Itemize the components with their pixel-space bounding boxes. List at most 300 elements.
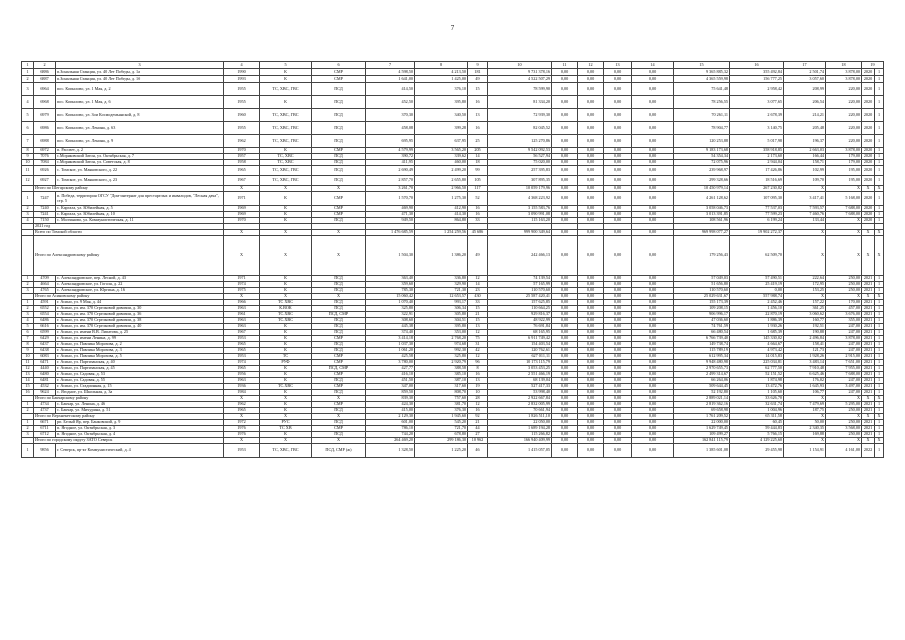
table-cell: 0,00	[552, 186, 578, 192]
table-cell: 3 414,18	[366, 336, 415, 342]
table-cell: 2020	[862, 83, 875, 96]
table-cell: 12	[22, 176, 34, 186]
table-cell: пос. Копылово, ул. 1 Мая, д. 2	[56, 83, 224, 96]
table-cell: 2021	[862, 348, 875, 354]
table-cell: 0,00	[578, 69, 604, 76]
table-cell: 317,60	[415, 384, 468, 390]
table-cell: 1	[875, 444, 884, 458]
table-cell: 0,00	[552, 342, 578, 348]
table-cell: 10 962	[468, 438, 488, 444]
table-cell: 336,80	[415, 276, 468, 282]
table-cell: 0,00	[604, 176, 632, 186]
table-cell: 1955	[224, 83, 260, 96]
table-cell: X	[784, 396, 826, 402]
table-cell: 15	[22, 384, 34, 390]
table-cell: ТС, ХВС	[260, 160, 312, 166]
column-number: 4	[224, 62, 260, 69]
table-cell: 0,00	[632, 288, 674, 294]
table-cell: 6671	[34, 420, 56, 426]
table-cell: 49	[468, 76, 488, 83]
table-cell: 2021	[862, 324, 875, 330]
table-cell: 1	[875, 122, 884, 135]
table-cell: 225 034,81	[730, 360, 784, 366]
table-cell: 721,30	[415, 288, 468, 294]
table-cell: 25	[468, 135, 488, 148]
table-cell: 0,00	[552, 402, 578, 408]
table-cell: 304,51	[415, 318, 468, 324]
table-cell: 0,00	[578, 354, 604, 360]
table-cell: 0,00	[552, 230, 578, 236]
table-cell: 1	[22, 69, 34, 76]
table-cell: 0,00	[552, 148, 578, 154]
table-cell: 0,00	[552, 294, 578, 300]
table-cell: 52 151,52	[730, 372, 784, 378]
table-cell: 2020	[862, 96, 875, 109]
table-cell: 1965	[224, 166, 260, 176]
table-cell: 2021	[862, 384, 875, 390]
table-cell: 1 945,60	[415, 414, 468, 420]
table-cell: п. Ягодное, ул. Октябрьская, д. 3	[56, 426, 224, 432]
table-cell: 250,00	[826, 282, 862, 288]
table-cell: 427,77	[366, 366, 415, 372]
table-cell: 157 625,85	[488, 300, 552, 306]
table-cell: ПСД	[312, 420, 366, 426]
table-cell: 220,00	[826, 96, 862, 109]
table-cell: 0,00	[632, 324, 674, 330]
table-cell: г. Асино, ул. Павлика Морозова, д. 3	[56, 348, 224, 354]
table-cell: ПСД	[312, 83, 366, 96]
table-cell: ТС	[260, 354, 312, 360]
table-cell: 306,34	[415, 306, 468, 312]
table-cell: 786,10	[366, 426, 415, 432]
table-cell: 6927	[34, 176, 56, 186]
table-cell: 9 365 885,32	[674, 69, 730, 76]
table-cell: 1 386,20	[415, 236, 468, 276]
table-cell: 0,00	[552, 378, 578, 384]
table-cell: 2021	[862, 426, 875, 432]
table-cell: г. Асино, ул. имени В.В. Липатова, д. 25	[56, 330, 224, 336]
table-cell: 0,00	[578, 414, 604, 420]
table-cell: 1 385 601,08	[674, 444, 730, 458]
table-cell: 75	[468, 336, 488, 342]
table-cell: X	[312, 236, 366, 276]
table-cell: ПСД	[312, 96, 366, 109]
table-cell: 2 944,04	[730, 160, 784, 166]
table-cell: 54 354,34	[674, 154, 730, 160]
table-cell: 0,00	[604, 192, 632, 206]
table-cell: 115 789,19	[674, 348, 730, 354]
table-cell: 0,00	[552, 122, 578, 135]
table-cell: 929 816,37	[488, 312, 552, 318]
table-cell: 0,00	[578, 83, 604, 96]
table-cell: 115 163,20	[488, 218, 552, 224]
table-cell: X	[862, 414, 875, 420]
table-cell: 2021	[862, 288, 875, 294]
table-cell: 0,00	[632, 360, 674, 366]
table-cell: 1970	[224, 148, 260, 154]
table-cell: 222,64	[784, 276, 826, 282]
table-cell: г. Асино, ул. им. 370 Стрелковой дивизии, д. 30	[56, 306, 224, 312]
table-cell: ТС.ХВС	[260, 312, 312, 318]
table-cell: 359,60	[366, 282, 415, 288]
table-cell: ПСД	[312, 408, 366, 414]
table-cell: 16	[468, 96, 488, 109]
table-cell: 74 139,54	[488, 276, 552, 282]
table-cell: 1993	[224, 76, 260, 83]
table-cell: 0,00	[578, 236, 604, 276]
table-cell: X	[875, 294, 884, 300]
table-cell: 6972	[34, 148, 56, 154]
register-table	[21, 61, 884, 458]
table-cell: 6 911 749,42	[488, 336, 552, 342]
table-cell: 1	[875, 330, 884, 336]
table-cell: 299 186,30	[415, 438, 468, 444]
table-cell: 2 970 655,73	[674, 366, 730, 372]
table-cell: 5 017,98	[730, 135, 784, 148]
table-cell: 9	[22, 348, 34, 354]
table-cell: СМР	[312, 212, 366, 218]
table-cell: 0,00	[578, 312, 604, 318]
table-cell: 0,00	[578, 330, 604, 336]
table-cell: 415,00	[366, 408, 415, 414]
table-cell: 0,00	[604, 384, 632, 390]
table-cell: 172,95	[784, 282, 826, 288]
table-cell: 154 403,54	[488, 342, 552, 348]
table-cell: 1	[875, 154, 884, 160]
column-number: 3	[56, 62, 224, 69]
table-cell: 1	[875, 420, 884, 426]
table-cell: 6	[22, 122, 34, 135]
table-cell: 0,00	[552, 83, 578, 96]
table-cell: 4765	[34, 288, 56, 294]
table-cell: 0,00	[632, 342, 674, 348]
table-cell: ПСД	[312, 300, 366, 306]
table-cell: г. Асино, ул. Павлика Морозова, д. 2	[56, 342, 224, 348]
table-cell: 10	[22, 354, 34, 360]
table-cell: г. Асино, ул. Партизанская, д. 45	[56, 366, 224, 372]
table-cell: 0,00	[552, 366, 578, 372]
table-cell: РУФ	[260, 360, 312, 366]
table-cell: 68 139,04	[488, 378, 552, 384]
table-cell: 411,95	[366, 160, 415, 166]
table-cell: 92	[468, 414, 488, 420]
table-cell: 47 036,60	[674, 318, 730, 324]
table-cell: X	[224, 414, 260, 420]
table-cell: 4 522 507,29	[488, 76, 552, 83]
table-cell: 299 328,66	[674, 176, 730, 186]
table-cell: 0,00	[604, 390, 632, 396]
table-cell: 0,00	[604, 160, 632, 166]
table-cell: 0,00	[578, 438, 604, 444]
table-cell: с. Молчаново, ул. Коммунистическая, д. 11	[56, 218, 224, 224]
table-cell: 1967	[224, 176, 260, 186]
table-cell: 7 688,00	[826, 372, 862, 378]
table-cell: X	[875, 396, 884, 402]
table-cell: X	[312, 414, 366, 420]
table-cell: 10 173 115,79	[488, 360, 552, 366]
table-cell: 509 644,45	[674, 384, 730, 390]
table-cell: 2020	[862, 192, 875, 206]
table-cell: 376,10	[415, 83, 468, 96]
table-cell: 156 777,25	[730, 76, 784, 83]
table-cell: 108 561,96	[674, 218, 730, 224]
table-cell: 1	[875, 360, 884, 366]
table-cell: 1 154,91	[784, 444, 826, 458]
table-cell: 48 922,99	[488, 318, 552, 324]
table-cell: г. Северск, пр-кт Коммунистический, д. 4	[56, 444, 224, 458]
table-cell: 25 419,19	[730, 282, 784, 288]
table-cell: 0,00	[578, 192, 604, 206]
table-cell: 109 208,15	[674, 306, 730, 312]
table-cell: 21	[468, 420, 488, 426]
table-cell: 385,10	[415, 372, 468, 378]
table-cell: 3 568,00	[826, 426, 862, 432]
table-cell: 153,25	[784, 288, 826, 294]
table-cell: 2021	[862, 276, 875, 282]
table-cell: 195,00	[826, 176, 862, 186]
table-cell: X	[862, 294, 875, 300]
table-cell: 445,38	[366, 324, 415, 330]
table-cell: 0,00	[552, 444, 578, 458]
table-cell: 381,70	[415, 402, 468, 408]
table-cell: 14	[468, 154, 488, 160]
table-cell: 12	[468, 276, 488, 282]
table-cell: 325,80	[366, 306, 415, 312]
table-cell: 4 664,67	[730, 342, 784, 348]
table-cell: 757,60	[415, 396, 468, 402]
table-cell: 6988	[34, 135, 56, 148]
table-cell: 2020	[862, 109, 875, 122]
table-cell: 9 948 480,98	[674, 360, 730, 366]
table-cell: 1	[875, 96, 884, 109]
table-cell: 115 266,82	[488, 432, 552, 438]
table-cell: 239 968,97	[674, 166, 730, 176]
table-cell: ПСД	[312, 378, 366, 384]
table-cell: 6481	[34, 378, 56, 384]
table-cell: 5 168,00	[826, 192, 862, 206]
table-cell: 0,00	[578, 76, 604, 83]
table-cell: 0,00	[632, 83, 674, 96]
table-cell: 257 395,83	[488, 166, 552, 176]
table-cell: 12	[468, 402, 488, 408]
table-cell: 2021	[862, 366, 875, 372]
table-cell: 3 878,00	[826, 336, 862, 342]
table-cell: 0,00	[632, 414, 674, 420]
table-cell: 3 417,41	[784, 192, 826, 206]
column-number: 6	[312, 62, 366, 69]
table-cell: 974,68	[415, 342, 468, 348]
table-cell: 1966	[224, 300, 260, 306]
table-cell: 16	[468, 408, 488, 414]
table-cell: 0,00	[552, 348, 578, 354]
table-cell: 1 004,96	[730, 408, 784, 414]
table-cell: с. Бакчар, ул. Ленина, д. 46	[56, 402, 224, 408]
table-cell: X	[784, 236, 826, 276]
table-cell: 1	[875, 324, 884, 330]
table-cell: 4 973,42	[730, 348, 784, 354]
table-cell: 0,00	[552, 432, 578, 438]
table-cell: X	[875, 230, 884, 236]
table-cell: 0,00	[604, 76, 632, 83]
table-cell: 808,70	[415, 390, 468, 396]
table-cell: 1 930,26	[730, 324, 784, 330]
table-cell: 16	[468, 122, 488, 135]
table-cell: 785,30	[366, 288, 415, 294]
table-cell: 14 015,83	[730, 354, 784, 360]
table-cell: 0,00	[604, 69, 632, 76]
table-cell: 0,00	[578, 378, 604, 384]
table-cell: 1974	[224, 360, 260, 366]
table-cell: 0,00	[552, 390, 578, 396]
table-cell: 0,00	[578, 342, 604, 348]
table-cell: 250,00	[826, 432, 862, 438]
table-cell: 22 050,00	[488, 420, 552, 426]
table-cell: 0,00	[604, 444, 632, 458]
table-cell: 81 334,20	[488, 96, 552, 109]
table-cell: 2021	[862, 420, 875, 426]
table-cell: 2020	[862, 160, 875, 166]
table-cell: 9 731 378,16	[488, 69, 552, 76]
table-cell: 0,00	[552, 330, 578, 336]
table-cell: 1969	[224, 206, 260, 212]
table-cell: 2 966,50	[415, 186, 468, 192]
table-cell: 1	[875, 300, 884, 306]
table-cell: 1962	[224, 402, 260, 408]
table-cell: 0,00	[632, 276, 674, 282]
table-cell: 78 256,55	[674, 96, 730, 109]
table-cell: 6 199,24	[730, 218, 784, 224]
table-cell: X	[875, 414, 884, 420]
table-row	[22, 76, 884, 83]
table-cell: X	[260, 186, 312, 192]
table-cell: 5	[22, 109, 34, 122]
table-cell: Итого по Бакчарскому району	[34, 396, 224, 402]
table-cell: 1965	[224, 408, 260, 414]
table-cell: 0,00	[604, 83, 632, 96]
table-cell: 11	[22, 360, 34, 366]
table-cell: 9	[22, 154, 34, 160]
table-cell: 1 761 209,52	[674, 414, 730, 420]
table-cell: 22 870,19	[730, 312, 784, 318]
table-cell: 56 527,94	[488, 154, 552, 160]
table-cell: 0,00	[552, 288, 578, 294]
table-cell: 181	[468, 69, 488, 76]
table-cell: 206,54	[784, 96, 826, 109]
table-cell: ПСД	[312, 330, 366, 336]
table-cell: 0,00	[632, 402, 674, 408]
table-cell: X	[826, 438, 862, 444]
table-cell: 247,00	[826, 378, 862, 384]
table-cell: X	[875, 438, 884, 444]
table-cell: 6486	[34, 318, 56, 324]
table-cell: X	[260, 230, 312, 236]
table-cell: 0,00	[578, 444, 604, 458]
table-cell: 75 020,00	[488, 160, 552, 166]
table-cell: 0,00	[578, 432, 604, 438]
table-cell: 1953	[224, 444, 260, 458]
table-cell: 1	[22, 192, 34, 206]
table-cell: 1	[875, 276, 884, 282]
table-cell: Итого по Шегарскому району	[34, 186, 224, 192]
table-cell: Итого по городскому округу ЗАТО Северск	[34, 438, 224, 444]
table-cell: 1	[875, 312, 884, 318]
table-cell: 0,00	[552, 312, 578, 318]
table-cell: 4	[22, 218, 34, 224]
table-cell: X	[224, 186, 260, 192]
table-cell: 744,20	[366, 432, 415, 438]
table-row	[22, 236, 884, 276]
table-cell: 1	[875, 109, 884, 122]
table-cell: 1	[875, 160, 884, 166]
table-cell: 1	[875, 192, 884, 206]
table-cell: 1990	[224, 69, 260, 76]
table-cell: 0,00	[632, 230, 674, 236]
table-cell: 0,00	[604, 288, 632, 294]
table-cell: 0,00	[578, 288, 604, 294]
table-cell: 1965	[224, 366, 260, 372]
table-cell: 7 688,00	[826, 206, 862, 212]
table-cell: 0,00	[578, 408, 604, 414]
table-cell: 77 599,23	[730, 212, 784, 218]
table-cell: 6554	[34, 312, 56, 318]
table-cell: 0,00	[632, 390, 674, 396]
table-cell: ПСД, СМР	[312, 312, 366, 318]
table-cell: 60,45	[730, 420, 784, 426]
table-cell: 1	[875, 176, 884, 186]
table-cell: 1	[875, 390, 884, 396]
table-cell: ПСД	[312, 390, 366, 396]
table-cell: X	[224, 396, 260, 402]
table-cell: 4 161,00	[826, 444, 862, 458]
table-cell: 7 651,00	[826, 360, 862, 366]
table-cell: 3 060,62	[784, 312, 826, 318]
table-cell: 110 664,25	[488, 306, 552, 312]
table-cell: 0,00	[604, 109, 632, 122]
table-cell: ПСД	[312, 122, 366, 135]
column-number: 14	[632, 62, 674, 69]
table-cell: ПСД	[312, 432, 366, 438]
table-cell: РУС	[260, 420, 312, 426]
table-cell: 457,00	[826, 306, 862, 312]
table-cell: 18 516,69	[730, 176, 784, 186]
table-cell: 7 460,76	[784, 212, 826, 218]
table-cell: 149 738,74	[674, 342, 730, 348]
table-cell: 205	[468, 148, 488, 154]
table-cell: 2 819 362,16	[674, 402, 730, 408]
table-cell: 557 988,74	[730, 294, 784, 300]
table-cell: 9 542 092,53	[488, 148, 552, 154]
table-cell: 102,99	[784, 166, 826, 176]
table-cell: 1	[875, 148, 884, 154]
table-cell: 0,00	[632, 186, 674, 192]
table-cell: 33	[468, 300, 488, 306]
table-cell: 0,00	[632, 432, 674, 438]
table-cell: 1	[875, 218, 884, 224]
table-cell: 0,00	[578, 390, 604, 396]
table-cell: 0,00	[578, 336, 604, 342]
table-cell: 387,10	[415, 378, 468, 384]
table-cell: рп. Белый Яр, пер. Банковский, д. 9	[56, 420, 224, 426]
table-cell: 471,30	[366, 212, 415, 218]
table-cell: 155 173,39	[674, 300, 730, 306]
table-cell: 3	[22, 288, 34, 294]
table-cell: 176,02	[784, 378, 826, 384]
table-cell: 65 311,58	[730, 414, 784, 420]
table-cell: 0,00	[552, 69, 578, 76]
table-cell: 50,00	[784, 420, 826, 426]
column-number: 7	[366, 62, 415, 69]
table-cell: 1975	[224, 288, 260, 294]
